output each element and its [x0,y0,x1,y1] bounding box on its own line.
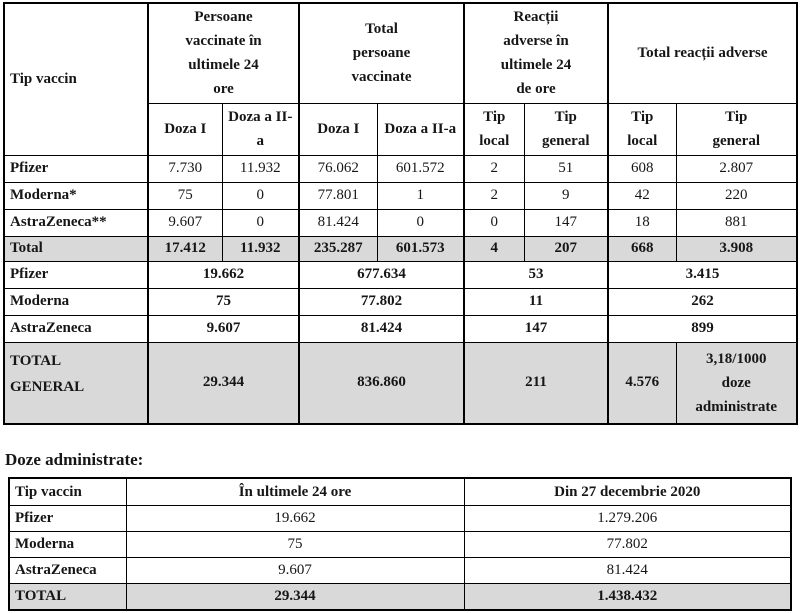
row-label: Pfizer [4,261,148,288]
value-cell: 11 [464,288,608,315]
subheader-tip-general-24h [524,103,608,155]
row-label: Moderna* [4,182,148,209]
doze-row-moderna [9,532,791,558]
doze-header-din-27-dec: Din 27 decembrie 2020 [464,478,791,506]
subheader-doza1-24h: Doza I [148,103,222,155]
subheader-tip-local-total [608,103,676,155]
doze-header-row [9,478,791,506]
doze-row-astrazeneca [9,558,791,584]
group-header-text: Reacții adverse în ultimele 24 de ore [500,9,572,98]
value-cell: 9 [524,182,608,209]
subheader-text: Tip general [542,109,590,149]
value-cell: 3.908 [676,236,797,261]
doze-administrate-table [8,477,792,611]
value-cell: 2 [464,155,524,182]
value-cell: 9.607 [126,558,464,584]
subheader-tip-general-total [676,103,797,155]
value-cell: 81.424 [299,209,377,236]
value-cell: 4.576 [608,342,676,424]
subheader-doza2-24h: Doza a II-a [222,103,299,155]
value-cell: 147 [524,209,608,236]
value-cell: 75 [148,182,222,209]
value-cell: 17.412 [148,236,222,261]
value-cell: 899 [608,315,797,342]
row-label: AstraZeneca [4,315,148,342]
table-row-moderna-24h [4,182,797,209]
value-cell: 3.415 [608,261,797,288]
value-cell: 81.424 [299,315,464,342]
value-cell: 0 [464,209,524,236]
value-cell: 608 [608,155,676,182]
value-cell: 29.344 [126,584,464,610]
doze-row-total [9,584,791,610]
row-label: Pfizer [9,506,126,532]
value-cell: 75 [148,288,299,315]
table-row-astrazeneca-24h [4,209,797,236]
value-cell [676,342,797,424]
value-cell: 29.344 [148,342,299,424]
row-label: Moderna [9,532,126,558]
value-cell: 0 [222,182,299,209]
group-header-total-persoane [299,3,464,103]
value-cell: 235.287 [299,236,377,261]
doze-header-tip-vaccin: Tip vaccin [9,478,126,506]
value-cell: 1.438.432 [464,584,791,610]
group-header-text: Persoane vaccinate în ultimele 24 ore [185,9,262,98]
value-cell: 81.424 [464,558,791,584]
value-cell: 2.807 [676,155,797,182]
value-cell: 211 [464,342,608,424]
value-cell: 147 [464,315,608,342]
rate-per-1000-doses: 3,18/1000 doze administrate [695,350,778,415]
value-cell: 75 [126,532,464,558]
value-cell: 51 [524,155,608,182]
tip-vaccin-header: Tip vaccin [4,3,148,155]
subheader-text: Tip local [627,109,658,149]
value-cell: 9.607 [148,315,299,342]
table-row-pfizer-24h [4,155,797,182]
doze-header-ultimele-24: În ultimele 24 ore [126,478,464,506]
value-cell: 0 [377,209,464,236]
value-cell: 0 [222,209,299,236]
total-general-label: TOTAL GENERAL [10,352,85,395]
value-cell: 11.932 [222,236,299,261]
value-cell: 220 [676,182,797,209]
group-header-text: Total persoane vaccinate [351,21,412,86]
value-cell: 4 [464,236,524,261]
value-cell: 11.932 [222,155,299,182]
row-label [4,342,148,424]
row-label: Total [4,236,148,261]
table-row-astrazeneca-cumulative [4,315,797,342]
subheader-tip-local-24h [464,103,524,155]
value-cell: 668 [608,236,676,261]
value-cell: 2 [464,182,524,209]
group-header-total-reactii: Total reacții adverse [608,3,797,103]
value-cell: 836.860 [299,342,464,424]
value-cell: 601.573 [377,236,464,261]
value-cell: 1.279.206 [464,506,791,532]
value-cell: 42 [608,182,676,209]
row-label: Moderna [4,288,148,315]
subheader-text: Tip general [712,109,760,149]
header-row-groups [4,3,797,103]
row-label: AstraZeneca** [4,209,148,236]
value-cell: 18 [608,209,676,236]
subheader-doza2-total: Doza a II-a [377,103,464,155]
group-header-reactii-24h [464,3,608,103]
value-cell: 1 [377,182,464,209]
value-cell: 53 [464,261,608,288]
subheader-text: Tip local [479,109,510,149]
row-label: Pfizer [4,155,148,182]
value-cell: 7.730 [148,155,222,182]
value-cell: 207 [524,236,608,261]
row-label: TOTAL [9,584,126,610]
row-label: AstraZeneca [9,558,126,584]
value-cell: 19.662 [148,261,299,288]
doze-administrate-title: Doze administrate: [5,450,144,469]
value-cell: 77.802 [299,288,464,315]
value-cell: 262 [608,288,797,315]
table-row-pfizer-cumulative [4,261,797,288]
table-row-total-general [4,342,797,424]
value-cell: 76.062 [299,155,377,182]
value-cell: 601.572 [377,155,464,182]
value-cell: 77.802 [464,532,791,558]
value-cell: 677.634 [299,261,464,288]
doze-row-pfizer [9,506,791,532]
value-cell: 9.607 [148,209,222,236]
group-header-persoane-24h [148,3,299,103]
vaccination-report-table [3,2,798,425]
table-row-moderna-cumulative [4,288,797,315]
value-cell: 881 [676,209,797,236]
subheader-doza1-total: Doza I [299,103,377,155]
value-cell: 77.801 [299,182,377,209]
value-cell: 19.662 [126,506,464,532]
table-row-total-24h [4,236,797,261]
